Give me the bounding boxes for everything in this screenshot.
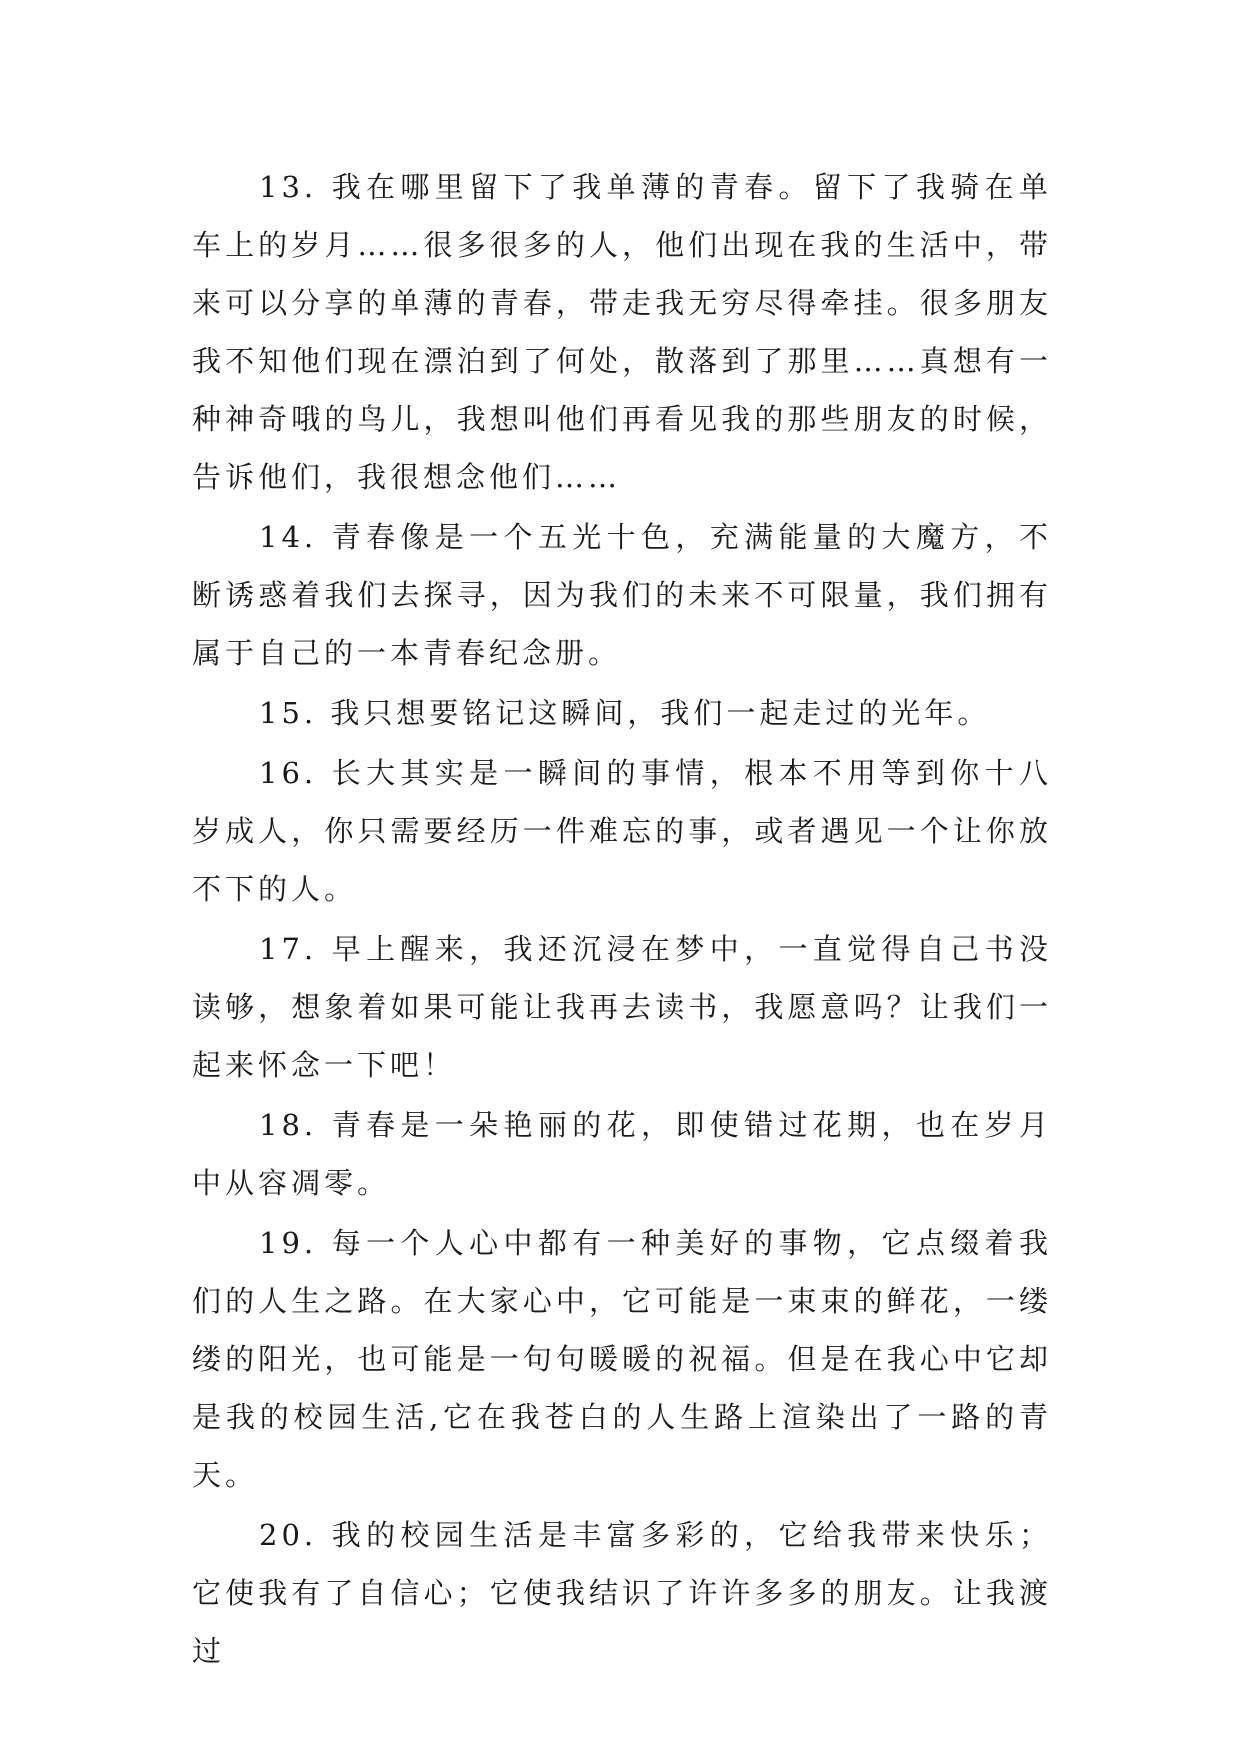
- document-body: [192, 158, 1052, 1680]
- paragraph-15: 15. 我只想要铭记这瞬间，我们一起走过的光年。: [259, 696, 991, 730]
- paragraph-18: 18. 青春是一朵艳丽的花，即使错过花期，也在岁月中从容凋零。: [192, 1108, 1052, 1200]
- paragraph-16: 16. 长大其实是一瞬间的事情，根本不用等到你十八岁成人，你只需要经历一件难忘的事，或者遇见一个让你放不下的人。: [192, 756, 1052, 906]
- paragraph-14: 14. 青春像是一个五光十色，充满能量的大魔方，不断诱惑着我们去探寻，因为我们的未来不可限量，我们拥有属于自己的一本青春纪念册。: [192, 520, 1052, 670]
- paragraph-20: 20. 我的校园生活是丰富多彩的，它给我带来快乐；它使我有了自信心；它使我结识了许许多多的朋友。让我渡过: [192, 1518, 1052, 1668]
- paragraph-19: 19. 每一个人心中都有一种美好的事物，它点缀着我们的人生之路。在大家心中，它可能是一束束的鲜花，一缕缕的阳光，也可能是一句句暖暖的祝福。但是在我心中它却是我的校园生活,它在我苍白的人生路上渲染出了一路的青天。: [192, 1226, 1052, 1492]
- paragraph-17: 17. 早上醒来，我还沉浸在梦中，一直觉得自己书没读够，想象着如果可能让我再去读书，我愿意吗？让我们一起来怀念一下吧！: [192, 932, 1052, 1082]
- paragraph-13: 13. 我在哪里留下了我单薄的青春。留下了我骑在单车上的岁月……很多很多的人，他们出现在我的生活中，带来可以分享的单薄的青春，带走我无穷尽得牵挂。很多朋友我不知他们现在漂泊到了何处，散落到了那里……真想有一种神奇哦的鸟儿，我想叫他们再看见我的那些朋友的时候，告诉他们，我很想念他们……: [192, 170, 1052, 494]
